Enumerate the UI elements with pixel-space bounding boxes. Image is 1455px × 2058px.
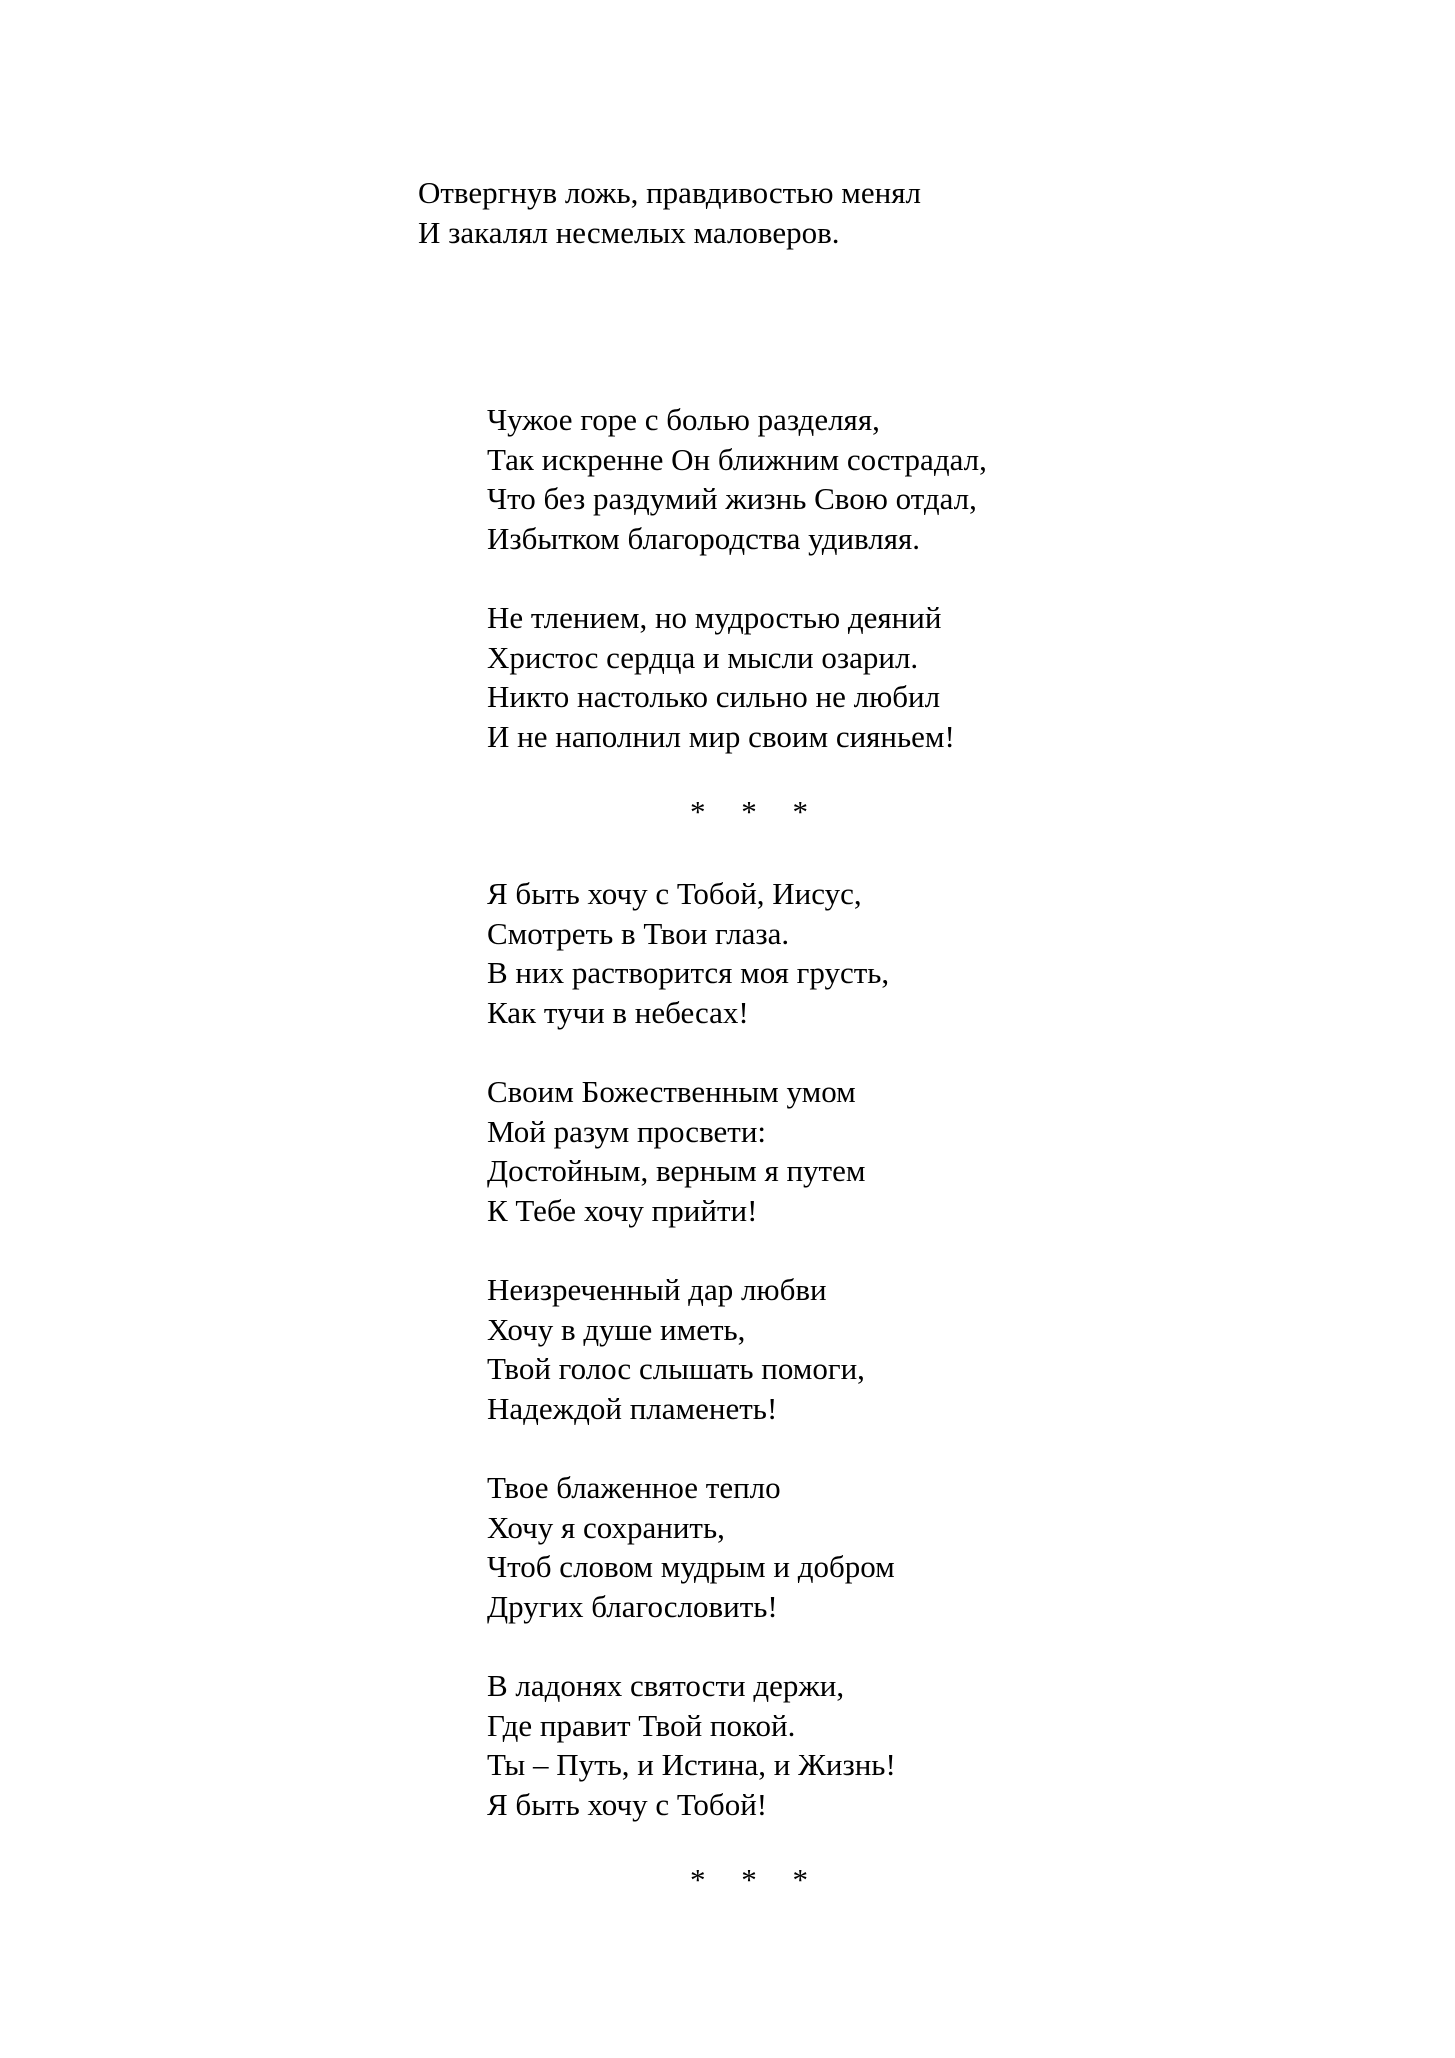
poem-line: В них растворится моя грусть,: [487, 955, 890, 990]
poem-line: Хочу я сохранить,: [487, 1509, 725, 1545]
poem-line: Как тучи в небесах!: [487, 994, 749, 1030]
poem-line: Смотреть в Твои глаза.: [487, 915, 790, 951]
section-separator: * * *: [690, 794, 822, 829]
stanza: [487, 1270, 865, 1428]
poem-line: Чтоб словом мудрым и добром: [487, 1549, 895, 1584]
poem-line: Не тлением, но мудростью деяний: [487, 600, 942, 635]
stanza: [487, 598, 955, 756]
poem-line: Ты – Путь, и Истина, и Жизнь!: [487, 1747, 896, 1782]
poem-line: Своим Божественным умом: [487, 1074, 856, 1109]
poem-line: Отвергнув ложь, правдивостью менял: [418, 175, 921, 210]
poem-line: Так искренне Он ближним сострадал,: [487, 441, 987, 477]
stanza: [487, 874, 889, 1032]
poem-line: Твое блаженное тепло: [487, 1470, 781, 1505]
poem-line: Мой разум просвети:: [487, 1113, 767, 1149]
poem-line: Твой голос слышать помоги,: [487, 1351, 865, 1386]
poem-line: К Тебе хочу прийти!: [487, 1192, 758, 1228]
stanza: [487, 1666, 896, 1824]
stanza-previous-poem-ending: [418, 173, 921, 252]
poem-line: Никто настолько сильно не любил: [487, 679, 941, 714]
stanza: [487, 1468, 895, 1626]
poem-line: Неизреченный дар любви: [487, 1272, 827, 1307]
poem-line: Достойным, верным я путем: [487, 1153, 866, 1188]
stanza: [487, 400, 987, 558]
poem-line: Я быть хочу с Тобой, Иисус,: [487, 876, 862, 911]
poem-line: Я быть хочу с Тобой!: [487, 1786, 768, 1822]
poem-line: Других благословить!: [487, 1588, 778, 1624]
poem-line: Где правит Твой покой.: [487, 1707, 796, 1743]
poem-line: Чужое горе с болью разделяя,: [487, 402, 880, 437]
poem-line: Избытком благородства удивляя.: [487, 520, 921, 556]
poem-line: В ладонях святости держи,: [487, 1668, 845, 1703]
section-separator: * * *: [690, 1862, 822, 1897]
poem-line: И закалял несмелых маловеров.: [418, 214, 840, 250]
poem-line: И не наполнил мир своим сияньем!: [487, 718, 955, 754]
poem-line: Надеждой пламенеть!: [487, 1390, 778, 1426]
stanza: [487, 1072, 865, 1230]
poem-line: Хочу в душе иметь,: [487, 1311, 746, 1347]
poem-line: Христос сердца и мысли озарил.: [487, 639, 919, 675]
poem-line: Что без раздумий жизнь Свою отдал,: [487, 481, 977, 516]
